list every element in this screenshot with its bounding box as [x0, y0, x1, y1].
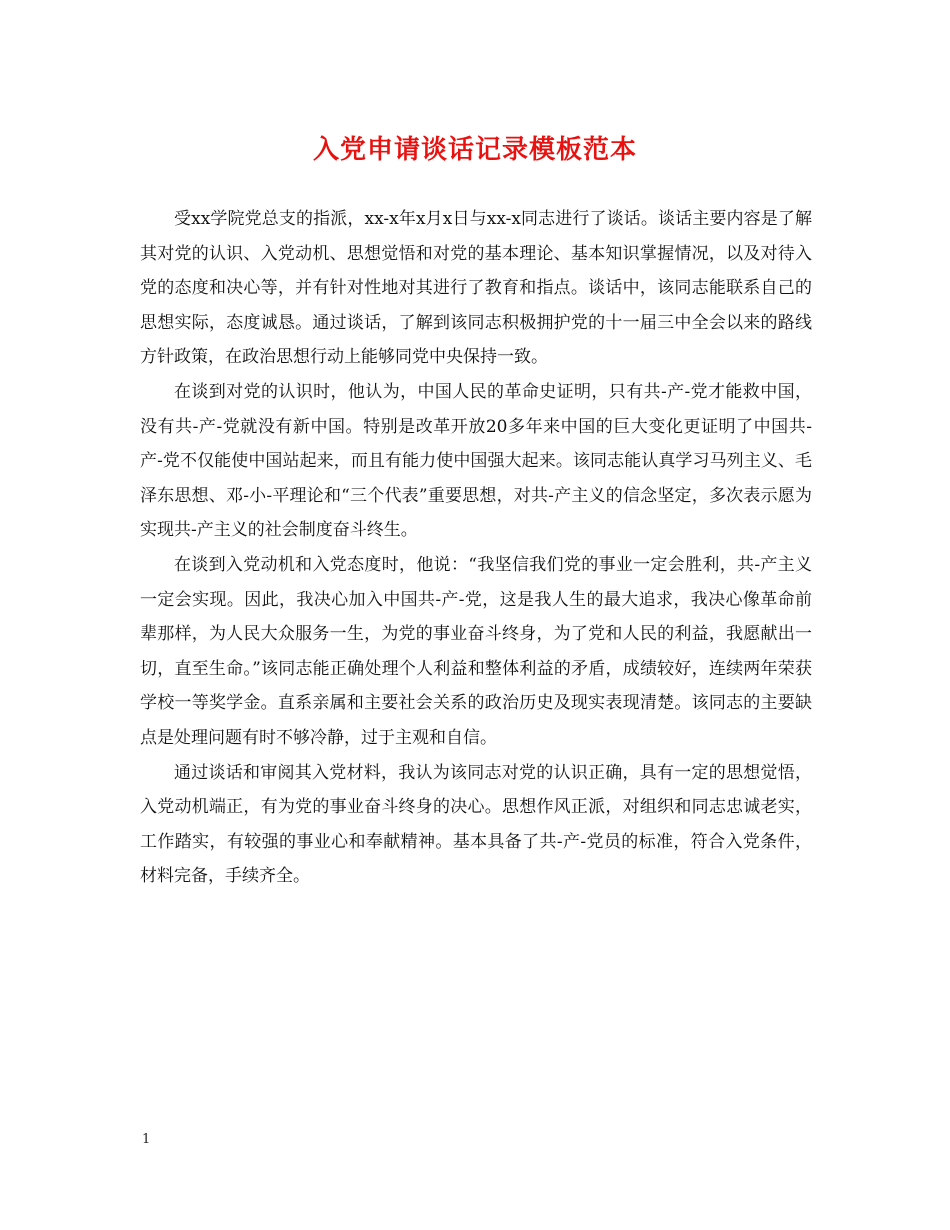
paragraph-3: 在谈到入党动机和入党态度时，他说：“我坚信我们党的事业一定会胜利，共-产主义一定会实现。因此，我决心加入中国共-产-党，这是我人生的最大追求，我决心像革命前辈那样，为人民大众服务一生，为党的事业奋斗终身，为了党和人民的利益，我愿献出一切，直至生命。”该同志能正确处理个人利益和整体利益的矛盾，成绩较好，连续两年荣获学校一等奖学金。直系亲属和主要社会关系的政治历史及现实表现清楚。该同志的主要缺点是处理问题有时不够冷静，过于主观和自信。 [140, 554, 812, 748]
page-number: 1 [142, 1132, 151, 1147]
document-body [140, 202, 812, 894]
paragraph-1: 受xx学院党总支的指派，xx-x年x月x日与xx-x同志进行了谈话。谈话主要内容是了解其对党的认识、入党动机、思想觉悟和对党的基本理论、基本知识掌握情况，以及对待入党的态度和决心等，并有针对性地对其进行了教育和指点。谈话中，该同志能联系自己的思想实际，态度诚恳。通过谈话，了解到该同志积极拥护党的十一届三中全会以来的路线方针政策，在政治思想行动上能够同党中央保持一致。 [140, 209, 812, 368]
paragraph-2: 在谈到对党的认识时，他认为，中国人民的革命史证明，只有共-产-党才能救中国，没有共-产-党就没有新中国。特别是改革开放20多年来中国的巨大变化更证明了中国共-产-党不仅能使中国站起来，而且有能力使中国强大起来。该同志能认真学习马列主义、毛泽东思想、邓-小-平理论和“三个代表”重要思想，对共-产主义的信念坚定，多次表示愿为实现共-产主义的社会制度奋斗终生。 [140, 381, 812, 541]
document-title: 入党申请谈话记录模板范本 [312, 135, 637, 165]
paragraph-4: 通过谈话和审阅其入党材料，我认为该同志对党的认识正确，具有一定的思想觉悟，入党动机端正，有为党的事业奋斗终身的决心。思想作风正派，对组织和同志忠诚老实，工作踏实，有较强的事业心和奉献精神。基本具备了共-产-党员的标准，符合入党条件，材料完备，手续齐全。 [140, 762, 812, 887]
